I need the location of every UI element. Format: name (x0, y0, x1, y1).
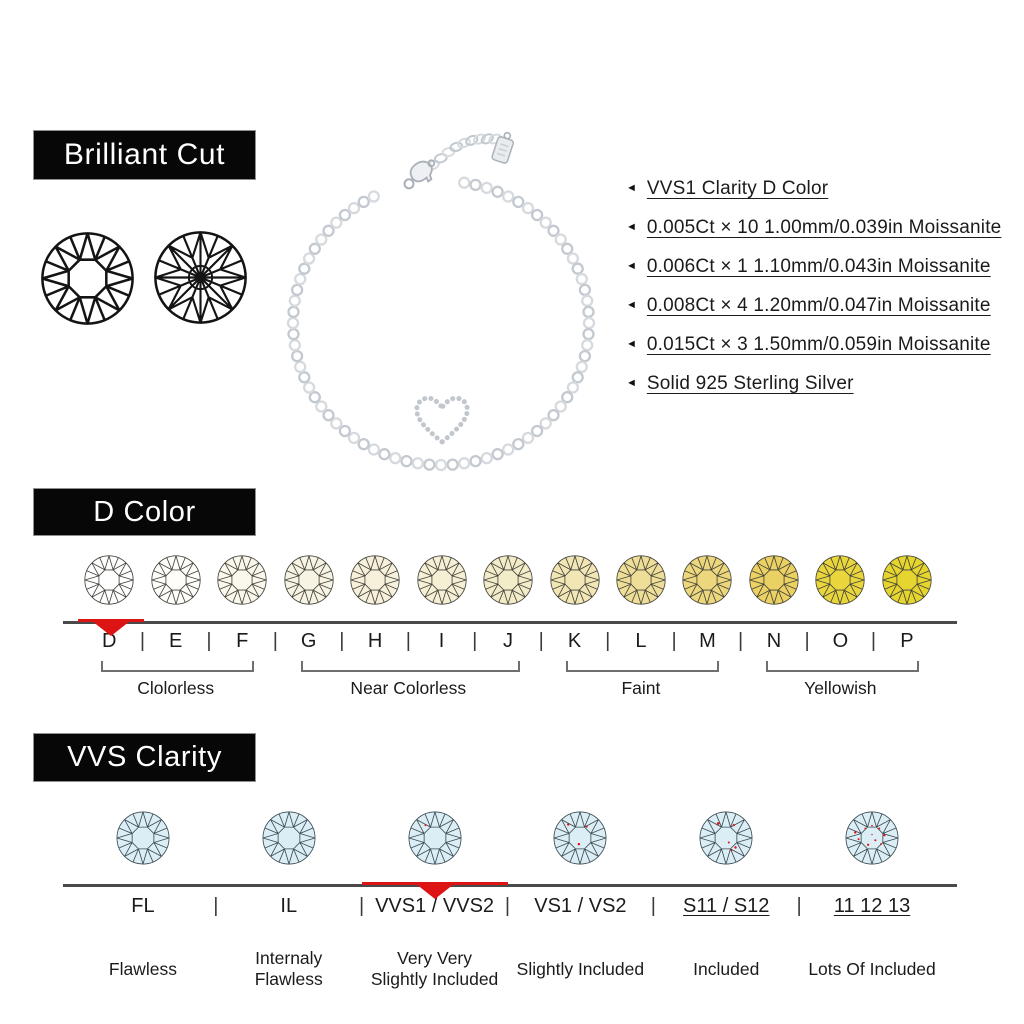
color-group-bracket (566, 661, 719, 672)
spec-item (626, 255, 1018, 278)
grade-separator: | (804, 630, 810, 652)
clarity-description-line: Slightly Included (516, 958, 645, 979)
grade-separator: | (650, 895, 656, 917)
clarity-grade-diamond-icon (844, 810, 900, 866)
clarity-grade-label: VS1 / VS2 (534, 895, 627, 917)
clarity-grade-label-row (70, 893, 945, 919)
inclusion-dot (728, 841, 730, 843)
grade-separator: | (504, 895, 511, 917)
inclusion-dot (864, 828, 866, 830)
inclusion-dot (731, 849, 733, 851)
color-grade-cell (741, 554, 807, 606)
vvs-clarity-label-text: VVS Clarity (67, 741, 222, 773)
color-grade-cell (608, 554, 674, 606)
inclusion-dot (871, 834, 872, 835)
color-grade-letter-row (76, 628, 940, 654)
spec-item (626, 216, 1018, 239)
clarity-description-line: Internaly (255, 948, 323, 968)
grade-separator: | (213, 895, 219, 917)
brilliant-cut-label-text: Brilliant Cut (63, 138, 226, 171)
inclusion-dot (424, 824, 426, 826)
color-grade-cell (209, 554, 275, 606)
left-triangle-bullet-icon: ◄ (626, 377, 637, 389)
d-color-label-text: D Color (93, 495, 196, 528)
inclusion-dot (578, 843, 580, 845)
color-grade-cell (342, 554, 408, 606)
inclusion-dot (733, 824, 735, 826)
inclusion-dot (874, 839, 876, 841)
left-triangle-bullet-icon: ◄ (626, 299, 637, 311)
grade-separator: | (738, 630, 744, 652)
clarity-grade-description (216, 946, 362, 992)
color-grade-letter: M (699, 630, 716, 652)
clarity-grade-label: S11 / S12 (683, 895, 770, 917)
grade-separator: | (272, 630, 278, 652)
clarity-grade-description (362, 946, 508, 992)
selected-grade-arrow-icon (92, 621, 130, 636)
inclusion-dot (867, 844, 869, 846)
color-grade-diamond-row (76, 554, 940, 606)
inclusion-dot (735, 846, 737, 848)
color-grade-diamond-icon (748, 554, 800, 606)
clarity-grade-description (70, 946, 216, 992)
color-grade-cell (874, 554, 940, 606)
clarity-grade-description-row (70, 946, 945, 992)
clarity-description-line: Very Very (397, 948, 473, 968)
selected-grade-arrow-icon (416, 884, 454, 899)
inclusion-dot (586, 826, 588, 828)
clarity-description-line: Lots Of Included (808, 958, 936, 979)
color-grade-cell (408, 554, 474, 606)
clarity-grade-diamond-icon (407, 810, 463, 866)
color-grade-letter: F (236, 630, 249, 652)
clarity-grade-cell (216, 810, 362, 866)
color-grade-diamond-icon (283, 554, 335, 606)
clarity-grade-cell (799, 810, 945, 866)
grade-separator: | (405, 630, 411, 652)
left-triangle-bullet-icon: ◄ (626, 260, 637, 272)
brilliant-cut-top-view-icon (39, 230, 136, 327)
clarity-grade-label: VVS1 / VVS2 (375, 895, 495, 917)
color-grade-letter: N (766, 630, 782, 652)
color-grade-diamond-icon (814, 554, 866, 606)
color-grade-diamond-icon (549, 554, 601, 606)
spec-item (626, 333, 1018, 356)
clarity-scale-line (63, 884, 957, 887)
color-group-bracket (301, 661, 520, 672)
color-scale-line (63, 621, 957, 624)
color-grade-letter: P (900, 630, 914, 652)
color-grade-diamond-icon (349, 554, 401, 606)
spec-text: VVS1 Clarity D Color (646, 177, 829, 199)
brilliant-cut-section-label (33, 130, 256, 180)
color-grade-letter: G (300, 630, 317, 652)
spec-text: 0.008Ct × 4 1.20mm/0.047in Moissanite (646, 294, 991, 316)
grade-separator: | (359, 895, 365, 917)
spec-text: 0.005Ct × 10 1.00mm/0.039in Moissanite (646, 216, 1002, 238)
inclusion-dot (880, 843, 882, 845)
silver-heart-bracelet-image (285, 85, 605, 485)
clarity-grade-label: IL (280, 895, 298, 917)
inclusion-dot (567, 823, 569, 825)
color-grade-diamond-icon (681, 554, 733, 606)
color-group-bracket (766, 661, 919, 672)
inclusion-dot (883, 834, 885, 836)
product-spec-list (626, 177, 1018, 411)
color-grade-cell (475, 554, 541, 606)
color-grade-letter: H (367, 630, 383, 652)
clarity-grade-label: FL (131, 895, 155, 917)
left-triangle-bullet-icon: ◄ (626, 182, 637, 194)
grade-separator: | (206, 630, 212, 652)
spec-item (626, 177, 1018, 200)
color-grade-letter: J (503, 630, 514, 652)
spec-text: 0.015Ct × 3 1.50mm/0.059in Moissanite (646, 333, 991, 355)
color-grade-diamond-icon (83, 554, 135, 606)
clarity-grade-diamond-icon (115, 810, 171, 866)
grade-separator: | (339, 630, 345, 652)
spec-text: 0.006Ct × 1 1.10mm/0.043in Moissanite (646, 255, 991, 277)
color-grade-letter: O (832, 630, 849, 652)
inclusion-dot (878, 827, 880, 829)
color-grade-diamond-icon (482, 554, 534, 606)
clarity-grade-cell (507, 810, 653, 866)
spec-item (626, 294, 1018, 317)
color-grade-diamond-icon (216, 554, 268, 606)
brilliant-cut-pavilion-view-icon (152, 229, 249, 326)
color-group-label: Near Colorless (350, 678, 467, 698)
color-grade-cell (541, 554, 607, 606)
left-triangle-bullet-icon: ◄ (626, 338, 637, 350)
color-group-label: Yellowish (804, 678, 877, 698)
color-grade-letter: L (635, 630, 647, 652)
clarity-grade-label: 11 12 13 (833, 895, 911, 917)
clarity-description-line: Included (693, 958, 760, 979)
grade-separator: | (472, 630, 478, 652)
clarity-grade-description (799, 946, 945, 992)
color-grade-diamond-icon (416, 554, 468, 606)
grade-separator: | (139, 630, 146, 652)
d-color-section-label (33, 488, 256, 536)
grade-separator: | (605, 630, 611, 652)
grade-separator: | (796, 895, 802, 917)
color-group-bracket (101, 661, 254, 672)
spec-item (626, 372, 1018, 395)
clarity-grade-cell (362, 810, 508, 866)
color-grade-diamond-icon (615, 554, 667, 606)
inclusion-dot (858, 838, 860, 840)
color-grade-cell (275, 554, 341, 606)
color-grade-letter: D (102, 630, 117, 652)
clarity-grade-diamond-icon (698, 810, 754, 866)
grade-separator: | (538, 630, 544, 652)
clarity-description-line: Flawless (254, 969, 323, 989)
color-grade-cell (142, 554, 208, 606)
grade-separator: | (671, 630, 677, 652)
color-grade-cell (76, 554, 142, 606)
grade-separator: | (870, 630, 877, 652)
vvs-clarity-section-label (33, 733, 256, 782)
color-group-label: Faint (621, 678, 661, 698)
inclusion-dot (871, 825, 873, 827)
clarity-description-line: Flawless (108, 958, 177, 979)
heart-charm (417, 398, 468, 442)
clarity-grade-description (653, 946, 799, 992)
clarity-grade-cell (70, 810, 216, 866)
clarity-grade-cell (653, 810, 799, 866)
clarity-description-line: Slightly Included (370, 969, 499, 989)
color-group-label: Clolorless (137, 678, 215, 698)
color-grade-diamond-icon (150, 554, 202, 606)
left-triangle-bullet-icon: ◄ (626, 221, 637, 233)
clarity-grade-diamond-icon (552, 810, 608, 866)
inclusion-dot (854, 831, 856, 833)
color-grade-letter: I (438, 630, 445, 652)
clarity-grade-diamond-icon (261, 810, 317, 866)
color-grade-cell (807, 554, 873, 606)
spec-text: Solid 925 Sterling Silver (646, 372, 854, 394)
clarity-grade-description (507, 946, 653, 992)
clarity-grade-diamond-row (70, 810, 945, 866)
color-grade-letter: E (169, 630, 183, 652)
color-grade-letter: K (567, 630, 582, 652)
inclusion-dot (717, 822, 720, 825)
color-grade-cell (674, 554, 740, 606)
color-grade-diamond-icon (881, 554, 933, 606)
